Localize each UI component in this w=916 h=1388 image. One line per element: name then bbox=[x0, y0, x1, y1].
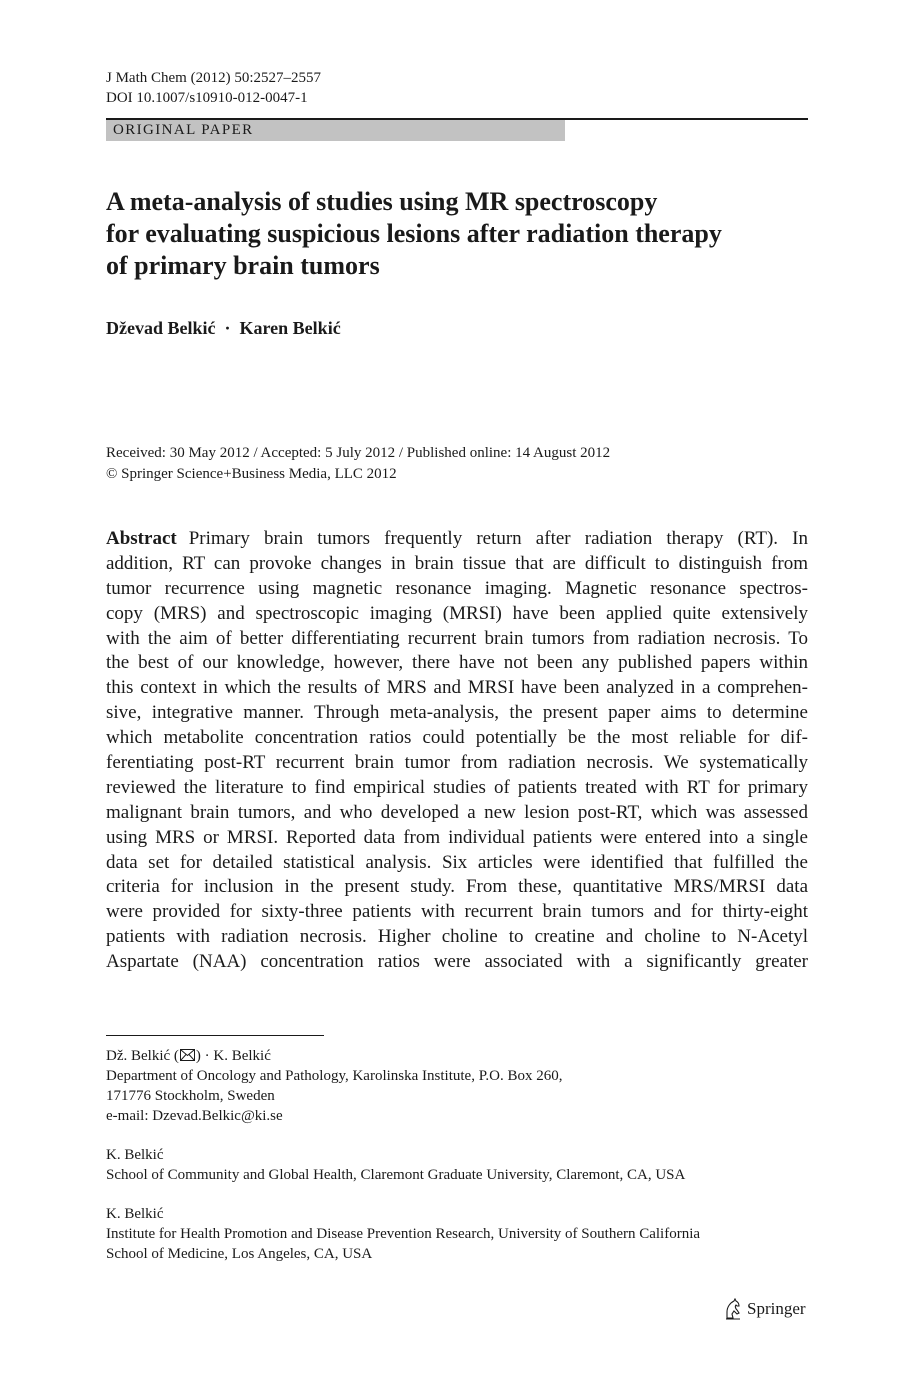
abstract-text: which metabolite concentration ratios could potentially be the most reliable for dif- bbox=[106, 727, 808, 749]
abstract bbox=[106, 527, 808, 975]
abstract-line bbox=[106, 726, 808, 751]
author-name[interactable]: Dževad Belkić bbox=[106, 318, 216, 338]
envelope-icon[interactable] bbox=[180, 1049, 195, 1061]
affiliation-text: 171776 Stockholm, Sweden bbox=[106, 1088, 275, 1104]
affiliation-text: Department of Oncology and Pathology, Karolinska Institute, P.O. Box 260, bbox=[106, 1068, 563, 1084]
date-history: Received: 30 May 2012 / Accepted: 5 July 2012 / Published online: 14 August 2012 bbox=[106, 445, 611, 461]
author-list bbox=[106, 316, 341, 340]
affiliation-author: K. Belkić bbox=[106, 1147, 164, 1163]
abstract-line bbox=[106, 552, 808, 577]
abstract-line bbox=[106, 851, 808, 876]
abstract-text: Aspartate (NAA) concentration ratios were associated with a significantly greater bbox=[106, 951, 808, 973]
abstract-text: this context in which the results of MRS and MRSI have been analyzed in a comprehen- bbox=[106, 677, 808, 699]
abstract-label: Abstract bbox=[106, 528, 177, 549]
abstract-line bbox=[106, 776, 808, 801]
abstract-line bbox=[106, 801, 808, 826]
abstract-text: sive, integrative manner. Through meta-analysis, the present paper aims to determine bbox=[106, 702, 808, 724]
abstract-line bbox=[106, 875, 808, 900]
affiliation-text: Institute for Health Promotion and Disease Prevention Research, University of Southern California bbox=[106, 1226, 701, 1242]
springer-horse-icon bbox=[724, 1298, 742, 1320]
abstract-text: Primary brain tumors frequently return after radiation therapy (RT). In bbox=[188, 528, 808, 549]
author-separator: · bbox=[224, 318, 231, 338]
corresponding-author-line: Dž. Belkić ( ) · K. Belkić bbox=[106, 1048, 271, 1064]
affiliation-block bbox=[106, 1046, 808, 1126]
publication-dates bbox=[106, 443, 610, 485]
affiliation-text: School of Medicine, Los Angeles, CA, USA bbox=[106, 1246, 373, 1262]
abstract-text: the best of our knowledge, however, there have not been any published papers within bbox=[106, 652, 808, 674]
abstract-line bbox=[106, 627, 808, 652]
abstract-line bbox=[106, 826, 808, 851]
journal-meta bbox=[106, 68, 321, 108]
abstract-text: using MRS or MRSI. Reported data from individual patients were entered into a single bbox=[106, 826, 808, 848]
title-line: for evaluating suspicious lesions after radiation therapy bbox=[106, 219, 722, 248]
affiliation-author: K. Belkić bbox=[106, 1206, 164, 1222]
abstract-line bbox=[106, 925, 808, 950]
abstract-line bbox=[106, 751, 808, 776]
journal-citation: J Math Chem (2012) 50:2527–2557 bbox=[106, 70, 321, 86]
abstract-text: with the aim of better differentiating recurrent brain tumors from radiation necrosis. To bbox=[106, 627, 808, 649]
abstract-text: reviewed the literature to find empirical studies of patients treated with RT for primary bbox=[106, 776, 808, 798]
footnote-rule bbox=[106, 1035, 324, 1036]
publisher-logo bbox=[724, 1298, 806, 1320]
affiliations bbox=[106, 1046, 808, 1283]
abstract-text: malignant brain tumors, and who developed a new lesion post-RT, which was assessed bbox=[106, 801, 808, 823]
author-name[interactable]: Karen Belkić bbox=[239, 318, 341, 338]
abstract-text: addition, RT can provoke changes in brain tissue that are difficult to distinguish from bbox=[106, 552, 808, 574]
abstract-text: were provided for sixty-three patients with recurrent brain tumors and for thirty-eight bbox=[106, 901, 808, 923]
abstract-text: tumor recurrence using magnetic resonance imaging. Magnetic resonance spectros- bbox=[106, 577, 808, 599]
copyright-notice: © Springer Science+Business Media, LLC 2012 bbox=[106, 466, 397, 482]
abstract-text: copy (MRS) and spectroscopic imaging (MRSI) have been applied quite extensively bbox=[106, 602, 808, 624]
abstract-text: ferentiating post-RT recurrent brain tumor from radiation necrosis. We systematically bbox=[106, 752, 808, 774]
title-line: of primary brain tumors bbox=[106, 251, 380, 280]
journal-doi: DOI 10.1007/s10910-012-0047-1 bbox=[106, 90, 308, 106]
article-title bbox=[106, 186, 808, 282]
title-line: A meta-analysis of studies using MR spectroscopy bbox=[106, 187, 658, 216]
paper-type-banner: ORIGINAL PAPER bbox=[106, 120, 565, 141]
abstract-line bbox=[106, 701, 808, 726]
abstract-line bbox=[106, 527, 808, 552]
publisher-name: Springer bbox=[747, 1299, 806, 1318]
abstract-text: criteria for inclusion in the present study. From these, quantitative MRS/MRSI data bbox=[106, 876, 808, 898]
abstract-line bbox=[106, 900, 808, 925]
abstract-line bbox=[106, 577, 808, 602]
abstract-line bbox=[106, 651, 808, 676]
email-link[interactable]: e-mail: Dzevad.Belkic@ki.se bbox=[106, 1108, 283, 1124]
affiliation-block bbox=[106, 1204, 808, 1264]
abstract-line bbox=[106, 950, 808, 975]
affiliation-text: School of Community and Global Health, Claremont Graduate University, Claremont, CA, USA bbox=[106, 1167, 686, 1183]
abstract-line bbox=[106, 602, 808, 627]
abstract-line bbox=[106, 676, 808, 701]
abstract-text: patients with radiation necrosis. Higher choline to creatine and choline to N-Acetyl bbox=[106, 926, 808, 948]
abstract-text: data set for detailed statistical analysis. Six articles were identified that fulfilled the bbox=[106, 851, 808, 873]
affiliation-block bbox=[106, 1145, 808, 1185]
